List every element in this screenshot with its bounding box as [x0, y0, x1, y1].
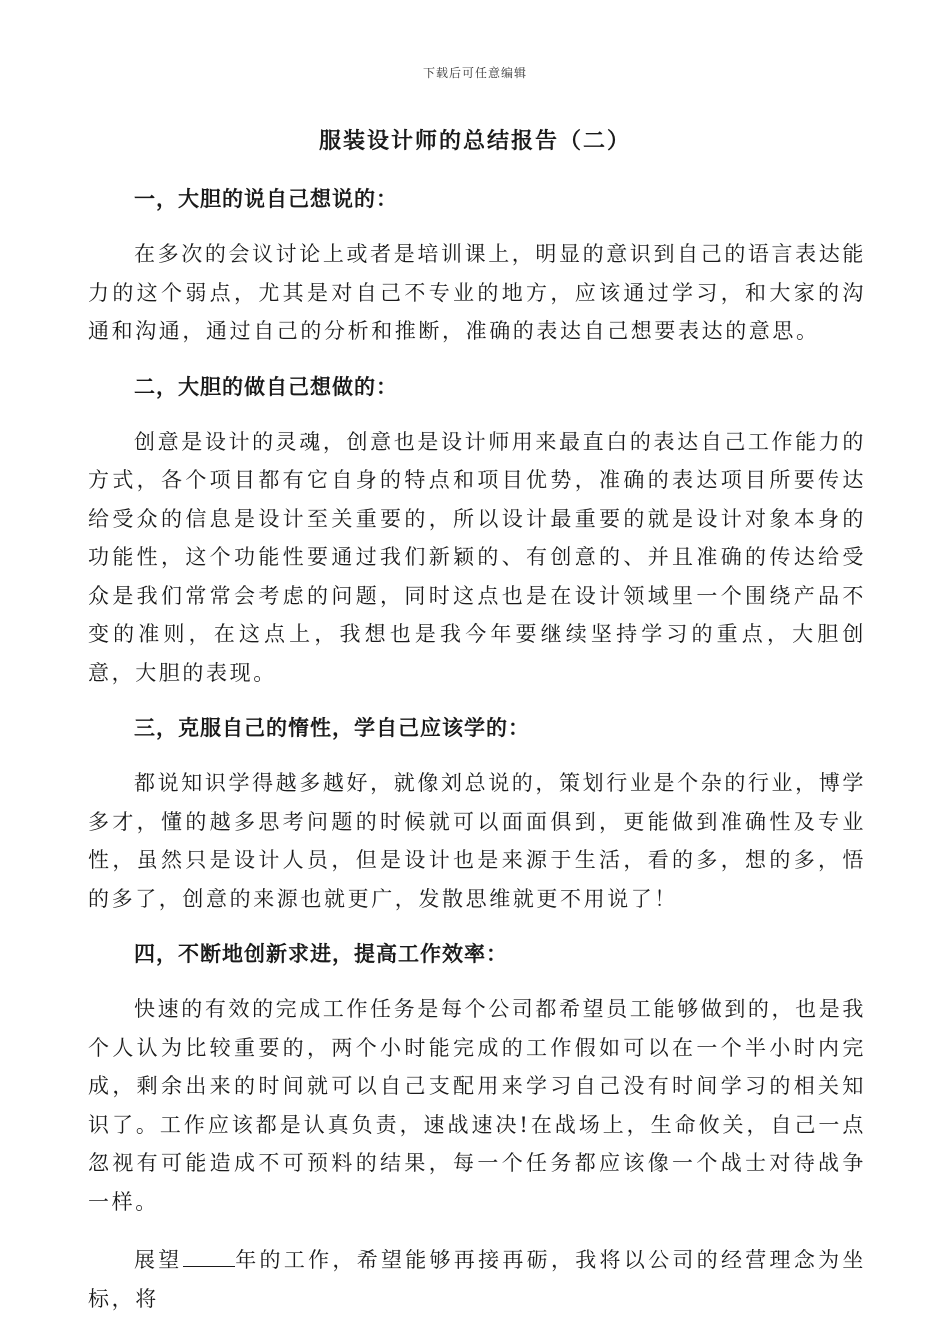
closing-suffix: 年的工作，希望能够再接再砺，我将以公司的经营理念为坐标，将: [88, 1248, 866, 1311]
section-heading-3: 三，克服自己的惰性，学自己应该学的：: [134, 715, 530, 740]
section-heading-2: 二，大胆的做自己想做的：: [134, 373, 398, 399]
document-title: 服装设计师的总结报告（二）: [318, 128, 631, 154]
section-heading-1: 一，大胆的说自己想说的：: [134, 186, 398, 211]
section-paragraph-3: 都说知识学得越多越好，就像刘总说的，策划行业是个杂的行业，博学多才，懂的越多思考问题的时候就可以面面俱到，更能做到准确性及专业性，虽然只是设计人员，但是设计也是来源于生活，看的多，想的多，悟的多了，创意的来源也就更广，发散思维就更不用说了！: [88, 771, 866, 911]
section-paragraph-4: 快速的有效的完成工作任务是每个公司都希望员工能够做到的，也是我个人认为比较重要的，两个小时能完成的工作假如可以在一个半小时内完成，剩余出来的时间就可以自己支配用来学习自己没有时间学习的相关知识了。工作应该都是认真负责，速战速决!在战场上，生命攸关，自己一点忽视有可能造成不可预料的结果，每一个任务都应该像一个战士对待战争一样。: [88, 997, 866, 1214]
section-heading-4: 四，不断地创新求进，提高工作效率：: [134, 941, 508, 966]
closing-prefix: 展望: [134, 1248, 183, 1272]
fill-in-blank: [183, 1248, 235, 1267]
header-note: 下载后可任意编辑: [422, 66, 527, 80]
section-paragraph-2: 创意是设计的灵魂，创意也是设计师用来最直白的表达自己工作能力的方式，各个项目都有它自身的特点和项目优势，准确的表达项目所要传达给受众的信息是设计至关重要的，所以设计最重要的就是设计对象本身的功能性，这个功能性要通过我们新颖的、有创意的、并且准确的传达给受众是我们常常会考虑的问题，同时这点也是在设计领域里一个围绕产品不变的准则，在这点上，我想也是我今年要继续坚持学习的重点，大胆创意，大胆的表现。: [88, 429, 866, 685]
document-body: [88, 183, 866, 1318]
closing-paragraph: [88, 1241, 866, 1318]
section-paragraph-1: 在多次的会议讨论上或者是培训课上，明显的意识到自己的语言表达能力的这个弱点，尤其是对自己不专业的地方，应该通过学习，和大家的沟通和沟通，通过自己的分析和推断，准确的表达自己想要表达的意思。: [88, 242, 866, 343]
